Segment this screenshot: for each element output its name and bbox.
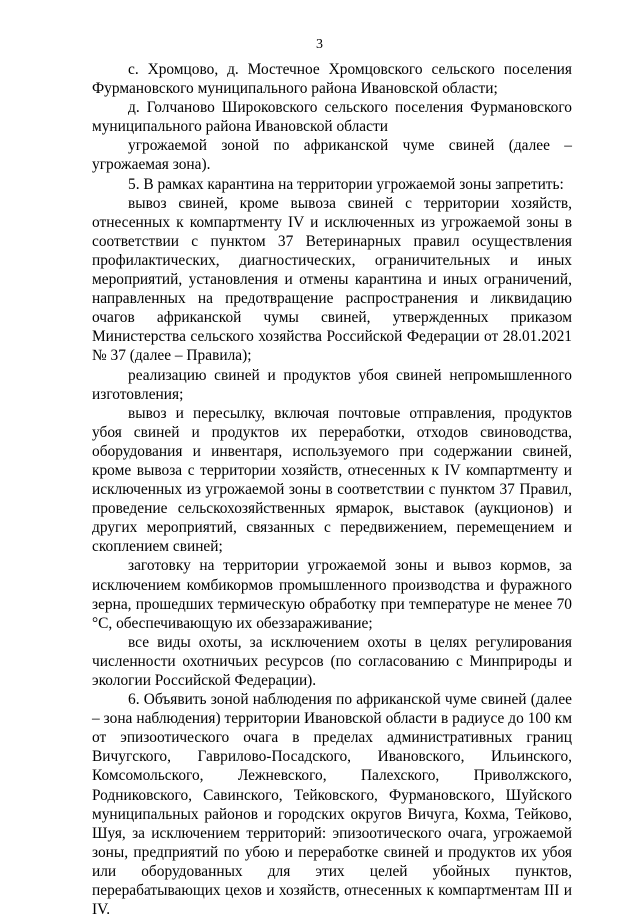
paragraph-pig-export-ban: вывоз свиней, кроме вывоза свиней с территории хозяйств, отнесенных к компартменту IV и исключенных из угрожаемой зоны в соответствии с пунктом 37 Ветеринарных правил осуществления профилактических, диагностических, ограничительных и иных мероприятий, установления и отмены карантина и иных ограничений, направленных на предотвращение распространения и ликвидацию очагов африканской чумы свиней, утвержденных приказом Министерства сельского хозяйства Российской Федерации от 28.01.2021 № 37 (далее – Правила);	[92, 194, 572, 365]
paragraph-sale-ban: реализацию свиней и продуктов убоя свиней непромышленного изготовления;	[92, 366, 572, 403]
paragraph-shipping-ban: вывоз и пересылку, включая почтовые отправления, продуктов убоя свиней и продуктов их переработки, отходов свиноводства, оборудования и инвентаря, используемого при содержании свиней, кроме вывоза с территории хозяйств, отнесенных к IV компартменту и исключенных из угрожаемой зоны в соответствии с пунктом 37 Правил, проведение сельскохозяйственных ярмарок, выставок (аукционов) и других мероприятий, связанных с передвижением, перемещением и скоплением свиней;	[92, 404, 572, 556]
paragraph-hunting-ban: все виды охоты, за исключением охоты в целях регулирования численности охотничьих ресурсов (по согласованию с Минприроды и экологии Российской Федерации).	[92, 633, 572, 689]
paragraph-threatened-zone-definition: угрожаемой зоной по африканской чуме свиней (далее – угрожаемая зона).	[92, 137, 572, 174]
paragraph-khromtsovo: с. Хромцово, д. Мостечное Хромцовского сельского поселения Фурмановского муниципального района Ивановской области;	[92, 61, 572, 98]
paragraph-item-5-heading: 5. В рамках карантина на территории угрожаемой зоны запретить:	[128, 175, 564, 193]
document-body	[92, 60, 572, 919]
paragraph-golchanovo: д. Голчаново Широковского сельского поселения Фурмановского муниципального района Ивановской области	[92, 99, 572, 136]
page-number: 3	[316, 37, 323, 52]
paragraph-item-6-observation-zone: 6. Объявить зоной наблюдения по африканской чуме свиней (далее – зона наблюдения) территории Ивановской области в радиусе до 100 км от эпизоотического очага в пределах административных границ Вичугского, Гаврилово-Посадского, Ивановского, Ильинского, Комсомольского, Лежневского, Палехского, Приволжского, Родниковского, Савинского, Тейковского, Фурмановского, Шуйского муниципальных районов и городских округов Вичуга, Кохма, Тейково, Шуя, за исключением территорий: эпизоотического очага, угрожаемой зоны, предприятий по убою и переработке свиней и продуктов их убоя или оборудованных для этих целей убойных пунктов, перерабатывающих цехов и хозяйств, отнесенных к компартментам III и IV.	[92, 691, 572, 919]
paragraph-feed-procurement-ban: заготовку на территории угрожаемой зоны и вывоз кормов, за исключением комбикормов промышленного производства и фуражного зерна, прошедших термическую обработку при температуре не менее 70 °С, обеспечивающую их обеззараживание;	[92, 557, 572, 632]
